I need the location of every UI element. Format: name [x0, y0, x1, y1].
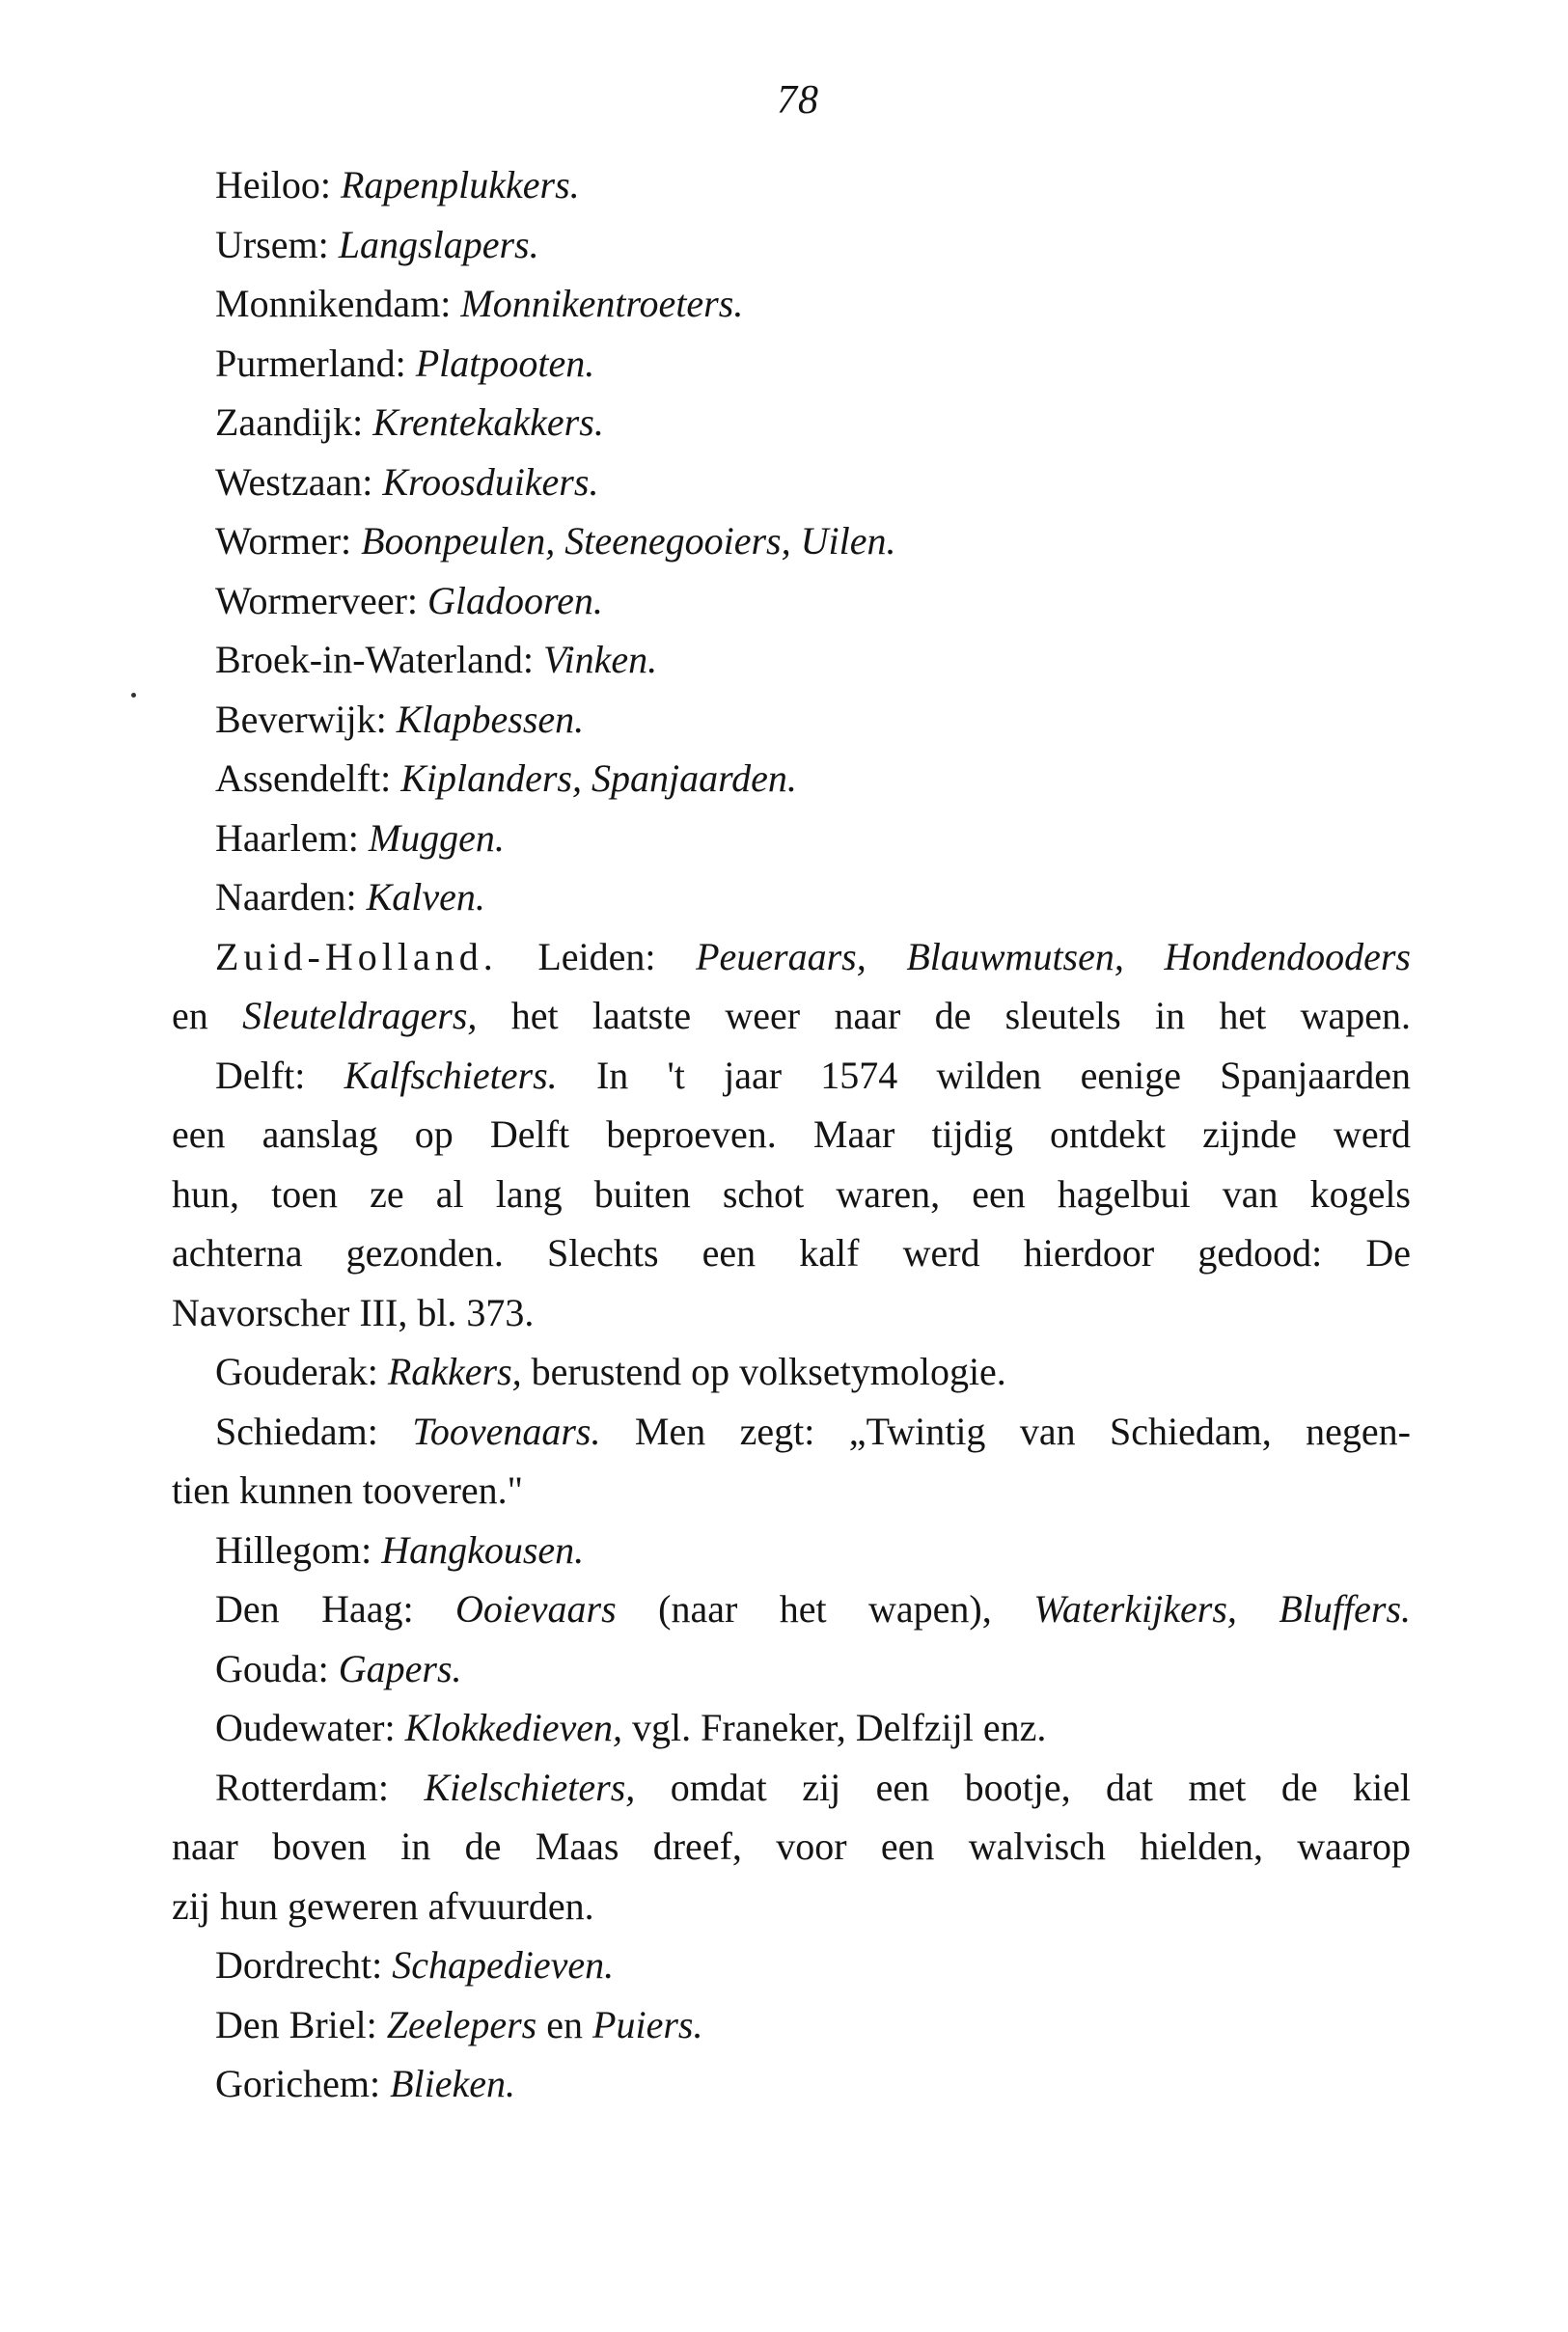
entry-westzaan: Westzaan: Kroosduikers. [215, 459, 599, 504]
entry-naarden: Naarden: Kalven. [215, 875, 485, 919]
entry-assendelft: Assendelft: Kiplanders, Spanjaarden. [215, 756, 797, 800]
print-speck [131, 693, 136, 698]
entry-purmerland: Purmerland: Platpooten. [215, 341, 595, 385]
entry-den-haag: Den Haag: Ooievaars (naar het wapen), Waterkijkers, Bluffers. [215, 1587, 1412, 1631]
entry-hillegom: Hillegom: Hangkousen. [215, 1527, 585, 1572]
entry-den-briel: Den Briel: Zeelepers en Puiers. [215, 2002, 703, 2046]
entry-haarlem: Haarlem: Muggen. [215, 815, 505, 860]
entry-beverwijk: Beverwijk: Klapbessen. [215, 697, 585, 741]
entry-monnikendam: Monnikendam: Monnikentroeters. [215, 282, 744, 325]
delft-line-2: een aanslag op Delft beproeven. Maar tijdig ontdekt zijnde werd [172, 1112, 1411, 1156]
delft-line-3: hun, toen ze al lang buiten schot waren, een hagelbui van kogels [172, 1171, 1411, 1216]
rotterdam-line-3: zij hun geweren afvuurden. [172, 1883, 594, 1928]
entry-wormerveer: Wormerveer: Gladooren. [215, 578, 603, 622]
entry-schiedam: Schiedam: Toovenaars. Men zegt: „Twintig van Schiedam, negen- [215, 1409, 1412, 1453]
zuid-holland-heading-line: Zuid-Holland. Leiden: Peueraars, Blauwmutsen, Hondendooders [215, 934, 1411, 978]
entry-dordrecht: Dordrecht: Schapedieven. [215, 1943, 615, 1987]
rotterdam-line-2: naar boven in de Maas dreef, voor een walvisch hielden, waarop [172, 1824, 1411, 1868]
delft-line-4: achterna gezonden. Slechts een kalf werd hierdoor gedood: De [172, 1231, 1411, 1275]
entry-ursem: Ursem: Langslapers. [215, 222, 539, 266]
entry-rotterdam: Rotterdam: Kielschieters, omdat zij een bootje, dat met de kiel [215, 1765, 1412, 1809]
leiden-continuation: en Sleuteldragers, het laatste weer naar de sleutels in het wapen. [172, 994, 1412, 1037]
entry-delft: Delft: Kalfschieters. In 't jaar 1574 wilden eenige Spanjaarden [215, 1053, 1412, 1097]
page-number: 78 [777, 78, 819, 123]
entry-zaandijk: Zaandijk: Krentekakkers. [215, 400, 604, 444]
schiedam-line-2: tien kunnen tooveren." [172, 1468, 524, 1512]
entry-gouderak: Gouderak: Rakkers, berustend op volksetymologie. [215, 1350, 1006, 1393]
entry-gouda: Gouda: Gapers. [215, 1646, 462, 1690]
entry-gorichem: Gorichem: Blieken. [215, 2062, 515, 2105]
entry-oudewater: Oudewater: Klokkedieven, vgl. Franeker, Delfzijl enz. [215, 1706, 1047, 1749]
entry-heiloo: Heiloo: Rapenplukkers. [215, 163, 580, 206]
entry-broek-in-waterland: Broek-in-Waterland: Vinken. [215, 638, 658, 681]
section-heading-zuid-holland: Zuid-Holland. [215, 934, 498, 978]
page-body [172, 155, 1411, 2114]
delft-line-5: Navorscher III, bl. 373. [172, 1290, 535, 1334]
entry-wormer: Wormer: Boonpeulen, Steenegooiers, Uilen. [215, 519, 896, 562]
